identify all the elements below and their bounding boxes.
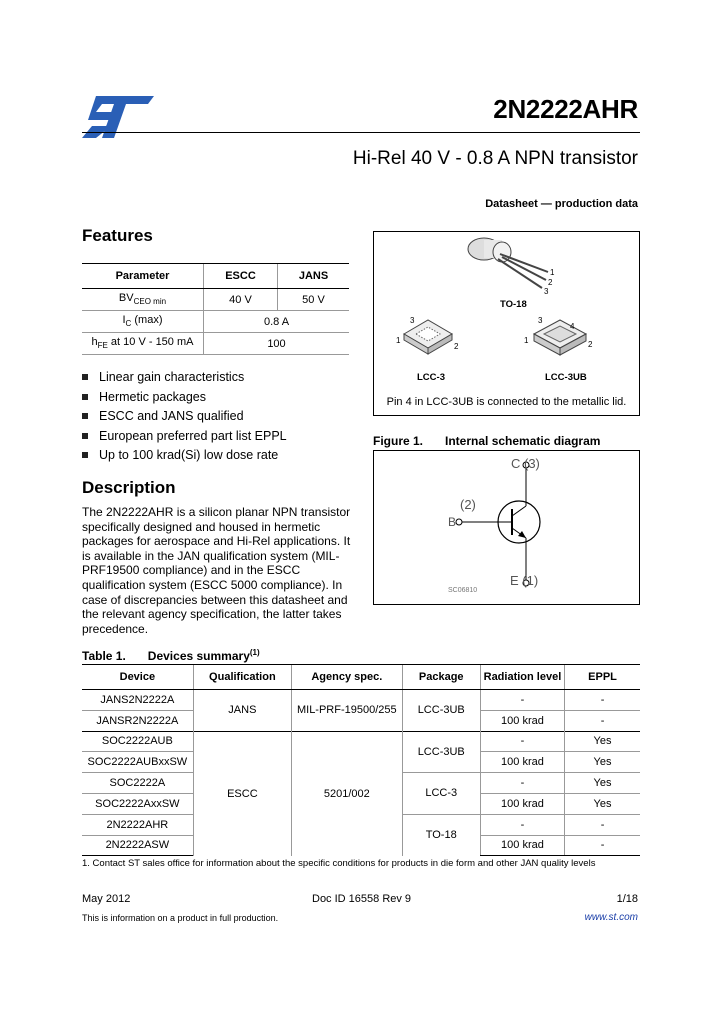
header-cell: Radiation level — [480, 665, 564, 690]
list-item: ESCC and JANS qualified — [82, 407, 287, 427]
eppl-cell: Yes — [565, 752, 640, 773]
device-cell: 2N2222AHR — [82, 814, 193, 835]
header-cell: Agency spec. — [292, 665, 403, 690]
header-rule — [82, 132, 640, 133]
pin-label: 3 — [538, 316, 543, 325]
table-footnote: 1. Contact ST sales office for information about the specific conditions for products in die form and other JAN quality levels — [82, 858, 596, 869]
eppl-cell: Yes — [565, 731, 640, 752]
eppl-cell: - — [565, 710, 640, 731]
footer-info: This is information on a product in full production. — [82, 913, 279, 923]
table-row — [82, 333, 349, 355]
figure-code: SC06810 — [448, 587, 478, 594]
package-figure — [373, 231, 640, 416]
pin-label: 3 — [544, 287, 549, 296]
to18-label: TO-18 — [500, 299, 527, 310]
eppl-cell: Yes — [565, 793, 640, 814]
bullet-icon — [82, 374, 88, 380]
jans-cell: 50 V — [278, 289, 350, 311]
lcc3-package-icon — [404, 320, 452, 354]
qualification-cell: ESCC — [193, 731, 291, 856]
pin-label: 1 — [524, 336, 529, 345]
agency-cell: 5201/002 — [292, 731, 403, 856]
package-cell: LCC-3 — [402, 773, 480, 815]
radiation-cell: - — [480, 814, 564, 835]
eppl-cell: - — [565, 690, 640, 711]
collector-label: C (3) — [511, 456, 540, 471]
pin-label: 1 — [396, 336, 401, 345]
list-item: Hermetic packages — [82, 388, 287, 408]
agency-cell: MIL-PRF-19500/255 — [292, 690, 403, 732]
value-cell: 0.8 A — [204, 311, 350, 333]
param-cell: $h_{FE}$ at 10 V - 150 mA — [82, 333, 204, 355]
radiation-cell: 100 krad — [480, 835, 564, 856]
datasheet-label: Datasheet — production data — [485, 198, 638, 210]
list-item: European preferred part list EPPL — [82, 427, 287, 447]
device-cell: JANS2N2222A — [100, 693, 175, 706]
table-row — [82, 289, 349, 311]
bullet-icon — [82, 413, 88, 419]
document-subtitle: Hi-Rel 40 V - 0.8 A NPN transistor — [352, 148, 638, 169]
to18-package-icon — [468, 238, 548, 288]
table-row — [82, 731, 640, 752]
footer-url-link[interactable]: www.st.com — [584, 912, 638, 923]
base-label: (2) — [460, 497, 476, 512]
devices-table — [82, 664, 640, 856]
package-cell: TO-18 — [402, 814, 480, 856]
header-cell: EPPL — [565, 665, 640, 690]
list-item: Up to 100 krad(Si) low dose rate — [82, 446, 287, 466]
bullet-icon — [82, 452, 88, 458]
footer-page-number: 1/18 — [616, 893, 638, 905]
package-note: Pin 4 in LCC-3UB is connected to the metallic lid. — [386, 396, 627, 408]
footer-doc-id: Doc ID 16558 Rev 9 — [312, 893, 412, 905]
escc-cell: 40 V — [204, 289, 278, 311]
device-cell: JANSR2N2222A — [82, 710, 193, 731]
pin-label: 3 — [410, 316, 415, 325]
features-list — [82, 368, 287, 466]
device-cell: SOC2222AUBxxSW — [82, 752, 193, 773]
eppl-cell: Yes — [565, 773, 640, 794]
part-number: 2N2222AHR — [493, 94, 638, 124]
footer-date: May 2012 — [82, 893, 131, 905]
device-cell: SOC2222AUB — [82, 731, 193, 752]
bullet-icon — [82, 433, 88, 439]
value-cell: 100 — [204, 333, 350, 355]
description-heading: Description — [82, 478, 176, 497]
package-cell: LCC-3UB — [402, 731, 480, 773]
header-cell: Device — [82, 665, 193, 690]
param-cell: $I_C$ (max) — [82, 311, 204, 333]
pin-label: 2 — [588, 340, 593, 349]
figure-caption: Figure 1. Internal schematic diagram — [373, 434, 601, 448]
radiation-cell: - — [480, 690, 564, 711]
devices-table-header — [82, 665, 640, 690]
device-cell: SOC2222A — [82, 773, 193, 794]
pin-label: 2 — [454, 342, 459, 351]
description-text: The 2N2222AHR is a silicon planar NPN transistor specifically designed and housed in hermetic packages for aerospace and Hi-Rel applications. It is available in the JAN qualification system (MIL-PRF19500 compliance) and in the ESCC qualification system (ESCC 5000 compliance). In case of discrepancies between this datasheet and the relevant agency specification, the latter takes precedence. — [82, 505, 351, 636]
header-cell: Package — [402, 665, 480, 690]
device-cell: 2N2222ASW — [82, 835, 193, 856]
schematic-figure — [373, 450, 640, 605]
header-cell: Parameter — [82, 264, 204, 289]
package-cell: LCC-3UB — [402, 690, 480, 732]
param-cell: $BV_{CEO min}$ — [82, 289, 204, 311]
eppl-cell: - — [565, 814, 640, 835]
features-table-header — [82, 264, 349, 289]
pin-label: 2 — [548, 278, 553, 287]
table-caption: Table 1. Devices summary$^{(1)}$ — [82, 648, 260, 663]
radiation-cell: - — [480, 773, 564, 794]
device-cell: SOC2222AxxSW — [82, 793, 193, 814]
radiation-cell: 100 krad — [480, 793, 564, 814]
table-row — [82, 690, 640, 711]
base-letter: B — [448, 515, 457, 529]
bullet-icon — [82, 394, 88, 400]
header-cell: JANS — [278, 264, 350, 289]
radiation-cell: 100 krad — [480, 710, 564, 731]
radiation-cell: - — [480, 731, 564, 752]
table-row — [82, 311, 349, 333]
eppl-cell: - — [565, 835, 640, 856]
list-item: Linear gain characteristics — [82, 368, 287, 388]
features-table — [82, 263, 349, 355]
radiation-cell: 100 krad — [480, 752, 564, 773]
qualification-cell: JANS — [193, 690, 291, 732]
lcc3ub-package-icon — [534, 320, 586, 355]
features-heading: Features — [82, 226, 153, 245]
npn-transistor-symbol — [374, 451, 639, 604]
header-cell: ESCC — [204, 264, 278, 289]
emitter-label: E (1) — [510, 573, 539, 588]
pin-label: 1 — [550, 268, 555, 277]
pin-label: 4 — [570, 322, 575, 331]
header-cell: Qualification — [193, 665, 291, 690]
lcc3ub-label: LCC-3UB — [545, 372, 587, 383]
lcc3-label: LCC-3 — [417, 372, 445, 383]
